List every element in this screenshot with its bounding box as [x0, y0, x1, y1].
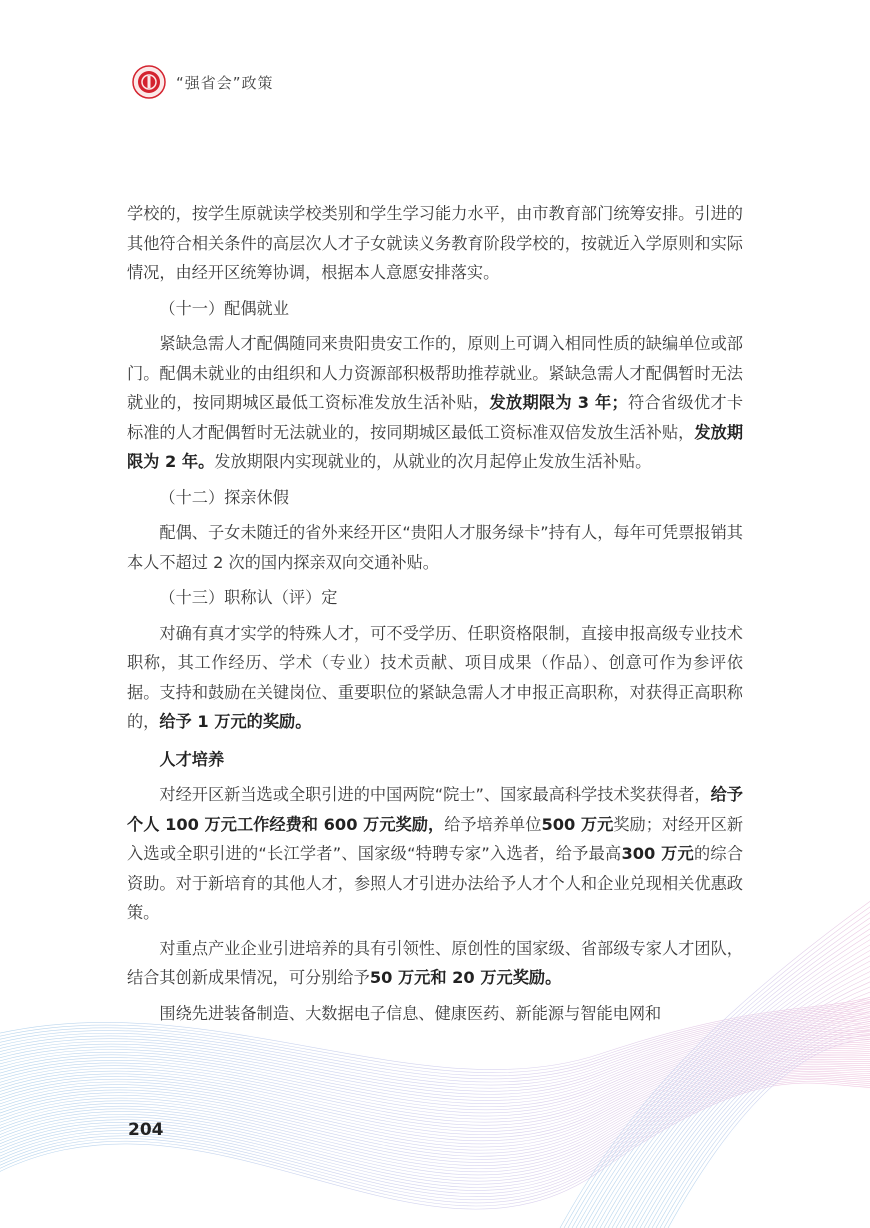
header-title: “强省会”政策: [176, 73, 274, 92]
document-body: [127, 199, 743, 1034]
bold-text: 300 万元: [621, 844, 694, 863]
paragraph-academicians: [127, 780, 743, 928]
text-span: 对重点产业企业引进培养的具有引领性、原创性的国家级、省部级专家人才团队，结合其创新成果情况，可分别给予: [127, 938, 743, 987]
bold-text: 50 万元和 20 万元奖励。: [369, 968, 562, 987]
text-span: 对经开区新当选或全职引进的中国两院“院士”、国家最高科学技术奖获得者，: [159, 785, 711, 804]
text-span: 符合省级优才卡标准的人才配偶暂时无法就业的，按同期城区最低工资标准双倍发放生活补贴，: [127, 393, 744, 442]
bold-text: 给予 1 万元的奖励。: [159, 712, 312, 731]
paragraph-school: 学校的，按学生原就读学校类别和学生学习能力水平，由市教育部门统筹安排。引进的其他符合相关条件的高层次人才子女就读义务教育阶段学校的，按就近入学原则和实际情况，由经开区统筹协调，根据本人意愿安排落实。: [127, 204, 743, 282]
text-span: 对确有真才实学的特殊人才，可不受学历、任职资格限制，直接申报高级专业技术职称，其工作经历、学术（专业）技术贡献、项目成果（作品）、创意可作为参评依据。支持和鼓励在关键岗位、重要职位的紧缺急需人才申报正高职称，对获得正高职称的，: [127, 623, 743, 731]
paragraph-family-leave: 配偶、子女未随迁的省外来经开区“贵阳人才服务绿卡”持有人，每年可凭票报销其本人不超过 2 次的国内探亲双向交通补贴。: [127, 523, 743, 572]
section-title-spouse-employment: （十一）配偶就业: [159, 298, 289, 318]
bold-text: 发放期限为 2 年。: [127, 422, 744, 471]
section-title-family-leave: （十二）探亲休假: [159, 487, 289, 507]
paragraph-industries: 围绕先进装备制造、大数据电子信息、健康医药、新能源与智能电网和: [159, 1003, 662, 1023]
text-span: 给予培养单位: [444, 814, 542, 834]
paragraph-expert-teams: [127, 934, 743, 993]
bold-text: 500 万元: [541, 814, 614, 834]
bold-text: 发放期限为 3 年；: [489, 393, 628, 412]
text-span: 的综合资助。对于新培育的其他人才，参照人才引进办法给予人才个人和企业兑现相关优惠政策。: [127, 844, 744, 922]
party-emblem-logo: [132, 65, 166, 99]
section-title-professional-title: （十三）职称认（评）定: [159, 588, 338, 607]
paragraph-spouse-employment: [127, 329, 743, 477]
page-header: [132, 64, 274, 100]
text-span: 紧缺急需人才配偶随同来贵阳贵安工作的，原则上可调入相同性质的缺编单位或部门。配偶未就业的由组织和人力资源部积极帮助推荐就业。紧缺急需人才配偶暂时无法就业的，按同期城区最低工资标准发放生活补贴，: [127, 334, 743, 412]
bold-text: 给予个人 100 万元工作经费和 600 万元奖励，: [127, 785, 743, 834]
text-span: 发放期限内实现就业的，从就业的次月起停止发放生活补贴。: [214, 452, 652, 471]
paragraph-professional-title: [127, 619, 743, 737]
section-heading-talent-training: 人才培养: [159, 749, 225, 769]
text-span: 奖励；对经开区新入选或全职引进的“长江学者”、国家级“特聘专家”入选者，给予最高: [127, 814, 744, 863]
page-number: 204: [128, 1120, 164, 1140]
